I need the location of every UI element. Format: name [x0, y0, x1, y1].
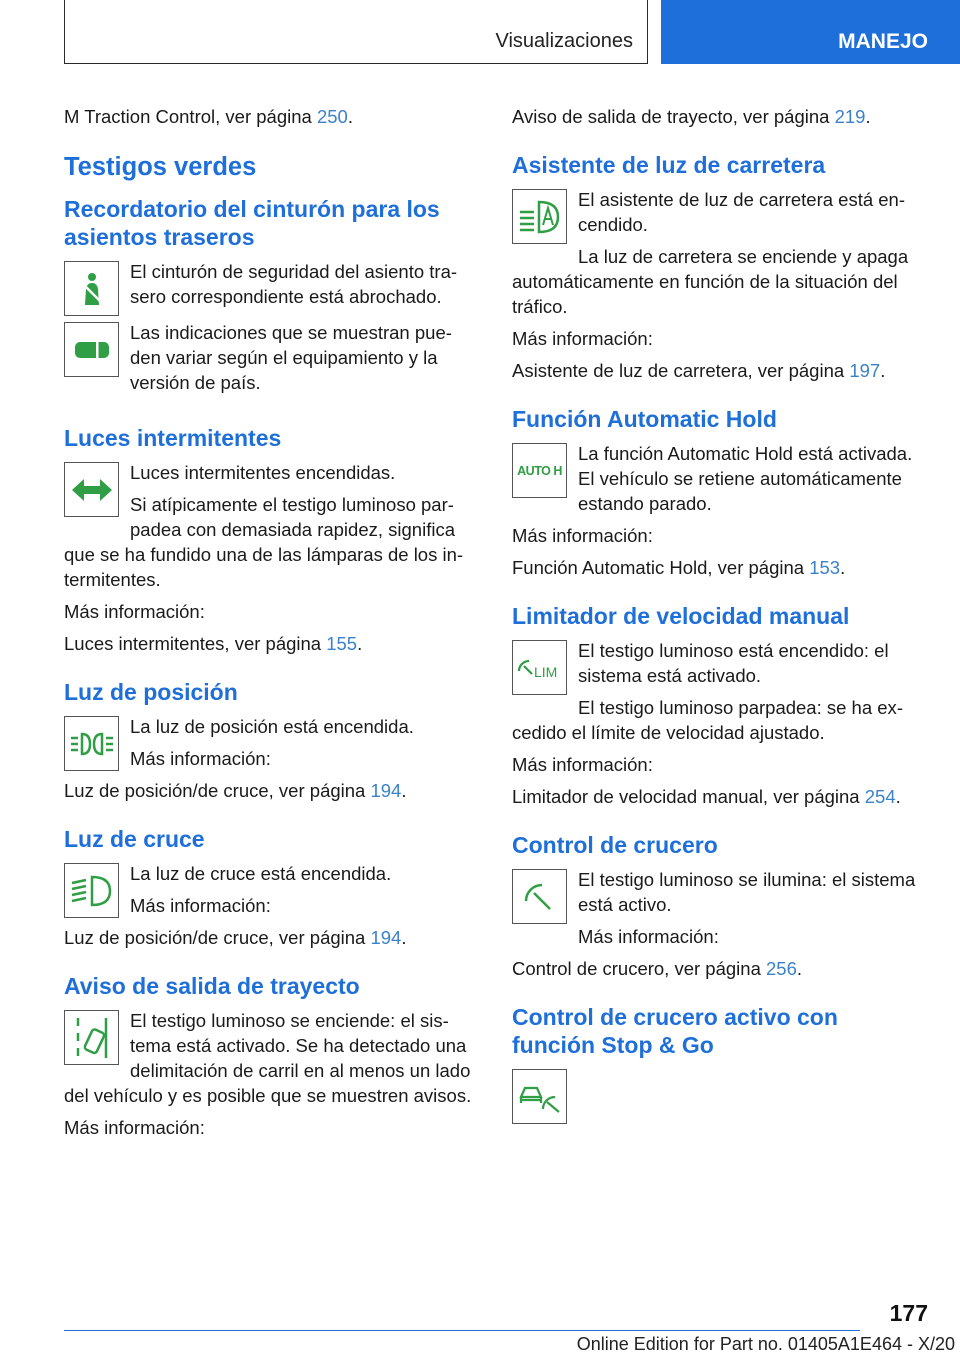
lowbeam-block — [64, 861, 476, 950]
highbeam-ref: Asistente de luz de carretera, ver página 197. — [512, 360, 886, 381]
parking-desc: La luz de posición está encendida. — [130, 716, 414, 737]
limiter-more: Más información: — [512, 754, 653, 775]
lowbeam-heading: Luz de cruce — [64, 826, 205, 852]
autohold-ref: Función Automatic Hold, ver página 153. — [512, 557, 846, 578]
header-chapter-tab — [661, 0, 960, 64]
seatbelt-desc-2: Las indicaciones que se muestran pueden variar según el equipamiento y la versión de país. — [130, 322, 452, 393]
lane-heading: Aviso de salida de trayecto — [64, 973, 360, 999]
low-beam-icon — [64, 863, 119, 918]
left-column — [64, 104, 476, 1147]
cruise-control-icon — [512, 869, 567, 924]
lane-ref: Aviso de salida de trayecto, ver página 219. — [512, 106, 871, 127]
lowbeam-desc: La luz de cruce está encendida. — [130, 863, 392, 884]
seatbelt-heading: Recordatorio del cinturón para los asientos traseros — [64, 196, 440, 250]
active-cruise-icon — [512, 1069, 567, 1124]
page-link[interactable]: 197 — [849, 360, 881, 381]
page-link[interactable]: 254 — [864, 786, 896, 807]
page-link[interactable]: 194 — [370, 927, 402, 948]
limiter-desc-1: El testigo luminoso está encendido: el sistema está activado. — [578, 640, 889, 686]
lowbeam-ref: Luz de posición/de cruce, ver página 194. — [64, 927, 407, 948]
turn-heading: Luces intermitentes — [64, 425, 282, 451]
cruise-heading: Control de crucero — [512, 832, 718, 858]
autohold-desc: La función Automatic Hold está activada. El vehículo se retiene automáticamente estando parado. — [578, 443, 913, 514]
cruise-block — [512, 867, 927, 949]
main-title: Testigos verdes — [64, 153, 257, 181]
highbeam-desc-2: La luz de carretera se enciende y apaga automáticamente en función de la situación del tráfico. — [512, 246, 909, 317]
autohold-heading: Función Automatic Hold — [512, 406, 777, 432]
page-number: 177 — [889, 1300, 928, 1326]
turn-more: Más información: — [64, 601, 205, 622]
acc-block — [512, 1067, 927, 1128]
seatbelt-block-2 — [64, 320, 476, 402]
highbeam-heading: Asistente de luz de carretera — [512, 152, 826, 178]
cruise-desc: El testigo luminoso se ilumina: el sistema está activo. — [578, 869, 916, 915]
lane-departure-icon — [64, 1010, 119, 1065]
autohold-more: Más información: — [512, 525, 653, 546]
turn-desc-1: Luces intermitentes encendidas. — [130, 462, 396, 483]
autohold-block — [512, 441, 927, 516]
highbeam-more: Más información: — [512, 328, 653, 349]
limiter-ref: Limitador de velocidad manual, ver página 254. — [512, 786, 901, 807]
parking-more: Más información: — [130, 748, 271, 769]
limiter-desc-2: El testigo luminoso parpadea: se ha excedido el límite de velocidad ajustado. — [512, 697, 903, 743]
parking-heading: Luz de posición — [64, 679, 238, 705]
turn-block — [64, 460, 476, 592]
page-link[interactable]: 219 — [834, 106, 866, 127]
intro-ref: M Traction Control, ver página 250. — [64, 106, 353, 127]
limiter-block — [512, 638, 927, 745]
cruise-more: Más información: — [578, 926, 719, 947]
parking-ref: Luz de posición/de cruce, ver página 194. — [64, 780, 407, 801]
lane-desc: El testigo luminoso se enciende: el sistema está activado. Se ha detectado una delimitación de carril en al menos un lado del vehículo y es posible que se muestren avisos. — [64, 1010, 472, 1106]
header-section-box — [64, 0, 648, 64]
seatbelt-desc-1: El cinturón de seguridad del asiento trasero correspondiente está abrochado. — [130, 261, 458, 307]
highbeam-block — [512, 187, 927, 319]
header-chapter-title: MANEJO — [838, 30, 928, 53]
speed-limiter-icon — [512, 640, 567, 695]
turn-signal-icon — [64, 462, 119, 517]
limiter-heading: Limitador de velocidad manual — [512, 603, 850, 629]
page-link[interactable]: 256 — [766, 958, 797, 979]
acc-heading: Control de crucero activo con función Stop & Go — [512, 1004, 838, 1058]
highbeam-desc-1: El asistente de luz de carretera está encendido. — [578, 189, 906, 235]
lane-block — [64, 1008, 476, 1108]
page-link[interactable]: 155 — [326, 633, 358, 654]
parking-block — [64, 714, 476, 803]
rear-seat-icon — [64, 322, 119, 377]
turn-desc-2: Si atípicamente el testigo luminoso parpadea con demasiada rapidez, significa que se ha fundido una de las lámparas de los intermitentes. — [64, 494, 464, 590]
page-link[interactable]: 194 — [370, 780, 402, 801]
footer-edition: Online Edition for Part no. 01405A1E464 - X/20 — [576, 1334, 955, 1354]
high-beam-assist-icon — [512, 189, 567, 244]
lowbeam-more: Más información: — [130, 895, 271, 916]
page-link[interactable]: 250 — [316, 106, 348, 127]
turn-ref: Luces intermitentes, ver página 155. — [64, 633, 363, 654]
auto-hold-icon: AUTO H — [512, 443, 567, 498]
parking-light-icon — [64, 716, 119, 771]
right-column — [512, 104, 927, 1128]
lane-more: Más información: — [64, 1117, 205, 1138]
seatbelt-block — [64, 259, 476, 320]
seatbelt-icon — [64, 261, 119, 316]
header-section-title: Visualizaciones — [495, 30, 633, 52]
page-link[interactable]: 153 — [809, 557, 841, 578]
limiter-icon-label: LIM — [533, 663, 557, 680]
footer-divider — [64, 1330, 860, 1331]
cruise-ref: Control de crucero, ver página 256. — [512, 958, 803, 979]
